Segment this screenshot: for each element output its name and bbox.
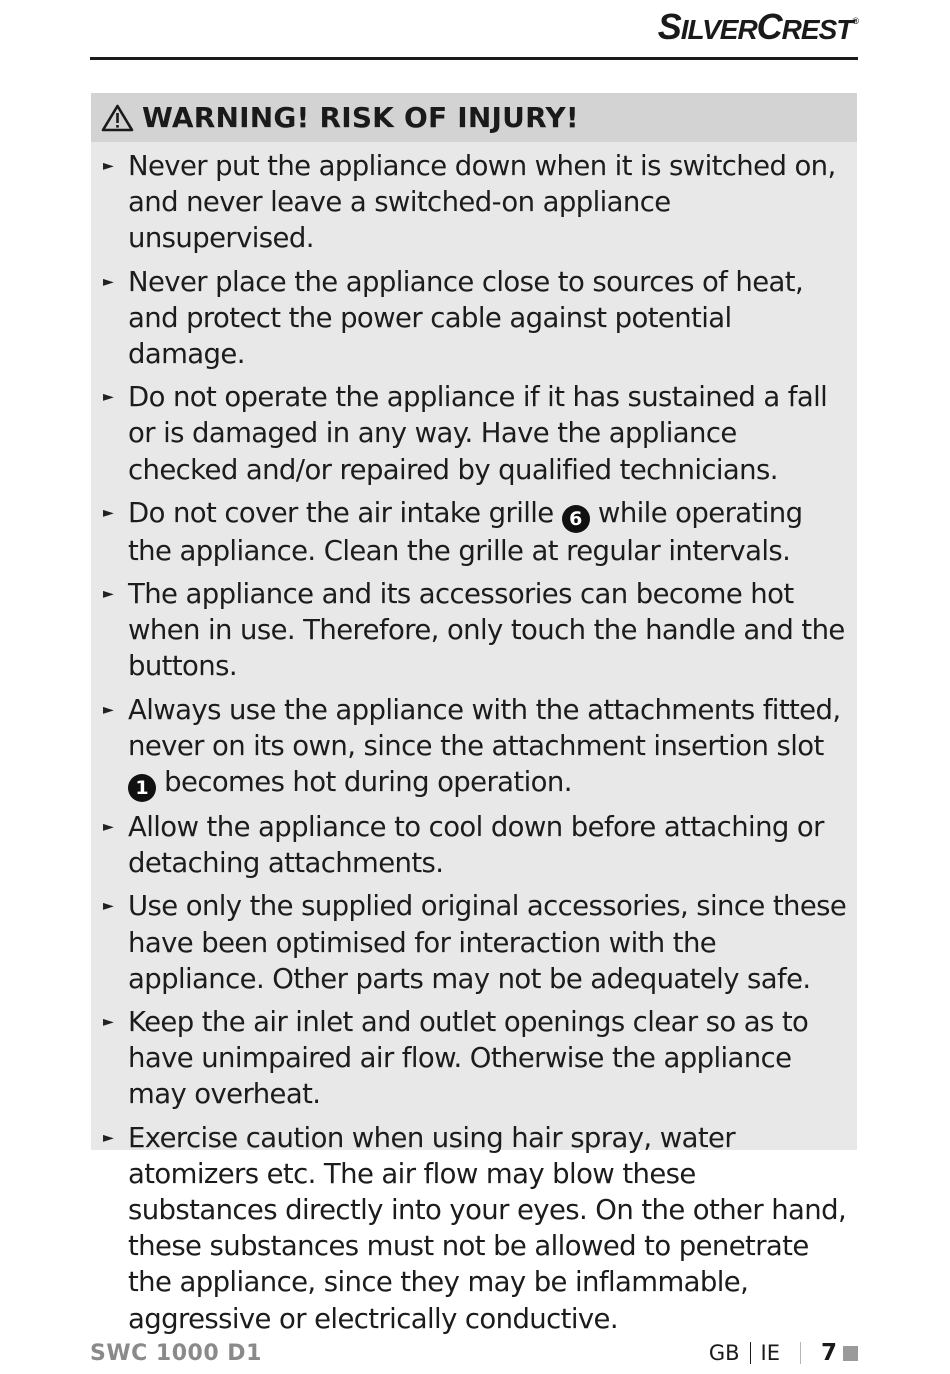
- warning-item-text: becomes hot during operation.: [156, 766, 572, 799]
- warning-item: [91, 148, 857, 257]
- warning-item-text: Do not operate the appliance if it has sustained a fall or is damaged in any way. Have the appliance checked and/or repaired by qualified technicians.: [128, 381, 828, 486]
- page-marker: [843, 1346, 858, 1361]
- warning-item: [91, 809, 857, 881]
- footer-separator: [750, 1342, 751, 1364]
- warning-item-text: Never place the appliance close to sources of heat, and protect the power cable against potential damage.: [128, 265, 804, 371]
- part-reference-badge: 6: [562, 505, 590, 533]
- brand-logo: SILVERCREST®: [657, 6, 858, 47]
- bullet-arrow-icon: ►: [103, 1014, 114, 1031]
- bullet-arrow-icon: ►: [103, 701, 114, 718]
- warning-item: [91, 379, 857, 488]
- warning-header: [91, 93, 857, 142]
- warning-item-text: Do not cover the air intake grille: [128, 496, 562, 529]
- warning-item: [91, 1004, 857, 1113]
- warning-item: [91, 1120, 857, 1337]
- bullet-arrow-icon: ►: [103, 273, 114, 290]
- warning-item-text: Keep the air inlet and outlet openings clear so as to have unimpaired air flow. Otherwise the appliance may overheat.: [128, 1006, 809, 1111]
- warning-item-text: Allow the appliance to cool down before attaching or detaching attachments.: [128, 811, 824, 880]
- page-number: 7: [820, 1340, 837, 1366]
- bullet-arrow-icon: ►: [103, 504, 114, 521]
- warning-triangle-icon: [101, 104, 134, 132]
- bullet-arrow-icon: ►: [103, 898, 114, 915]
- bullet-arrow-icon: ►: [103, 158, 114, 174]
- bullet-arrow-icon: ►: [103, 389, 114, 406]
- bullet-arrow-icon: ►: [103, 819, 114, 836]
- warning-list: [91, 148, 857, 1337]
- footer-separator: [800, 1342, 801, 1364]
- warning-item-text: Always use the appliance with the attachments fitted, never on its own, since the attachment insertion slot: [128, 693, 841, 762]
- warning-item-text: The appliance and its accessories can become hot when in use. Therefore, only touch the handle and the buttons.: [128, 578, 845, 683]
- warning-item-text: Use only the supplied original accessories, since these have been optimised for interaction with the appliance. Other parts may not be adequately safe.: [128, 890, 847, 995]
- bullet-arrow-icon: ►: [103, 1129, 114, 1146]
- warning-item-text: Never put the appliance down when it is switched on, and never leave a switched-on appliance unsupervised.: [128, 150, 836, 255]
- header-rule: [90, 57, 858, 60]
- part-reference-badge: 1: [128, 774, 156, 802]
- warning-title: WARNING! RISK OF INJURY!: [142, 101, 579, 134]
- warning-item: [91, 888, 857, 997]
- footer-page-info: [709, 1340, 858, 1366]
- warning-item: [91, 576, 857, 685]
- bullet-arrow-icon: ►: [103, 586, 114, 603]
- warning-item-text: Exercise caution when using hair spray, water atomizers etc. The air flow may blow these substances directly into your eyes. On the other hand, these substances must not be allowed to penetrate the appliance, since they may be inflammable, aggressive or electrically conductive.: [128, 1121, 847, 1335]
- footer-lang-gb: GB: [708, 1341, 740, 1365]
- warning-item: [91, 692, 857, 802]
- warning-item: [91, 264, 857, 373]
- warning-item-text: while operating the appliance. Clean the grille at regular intervals.: [128, 496, 803, 567]
- footer-model: SWC 1000 D1: [90, 1341, 262, 1366]
- footer-lang-ie: IE: [760, 1341, 780, 1365]
- warning-item: [91, 495, 857, 569]
- warning-box: [91, 93, 857, 1335]
